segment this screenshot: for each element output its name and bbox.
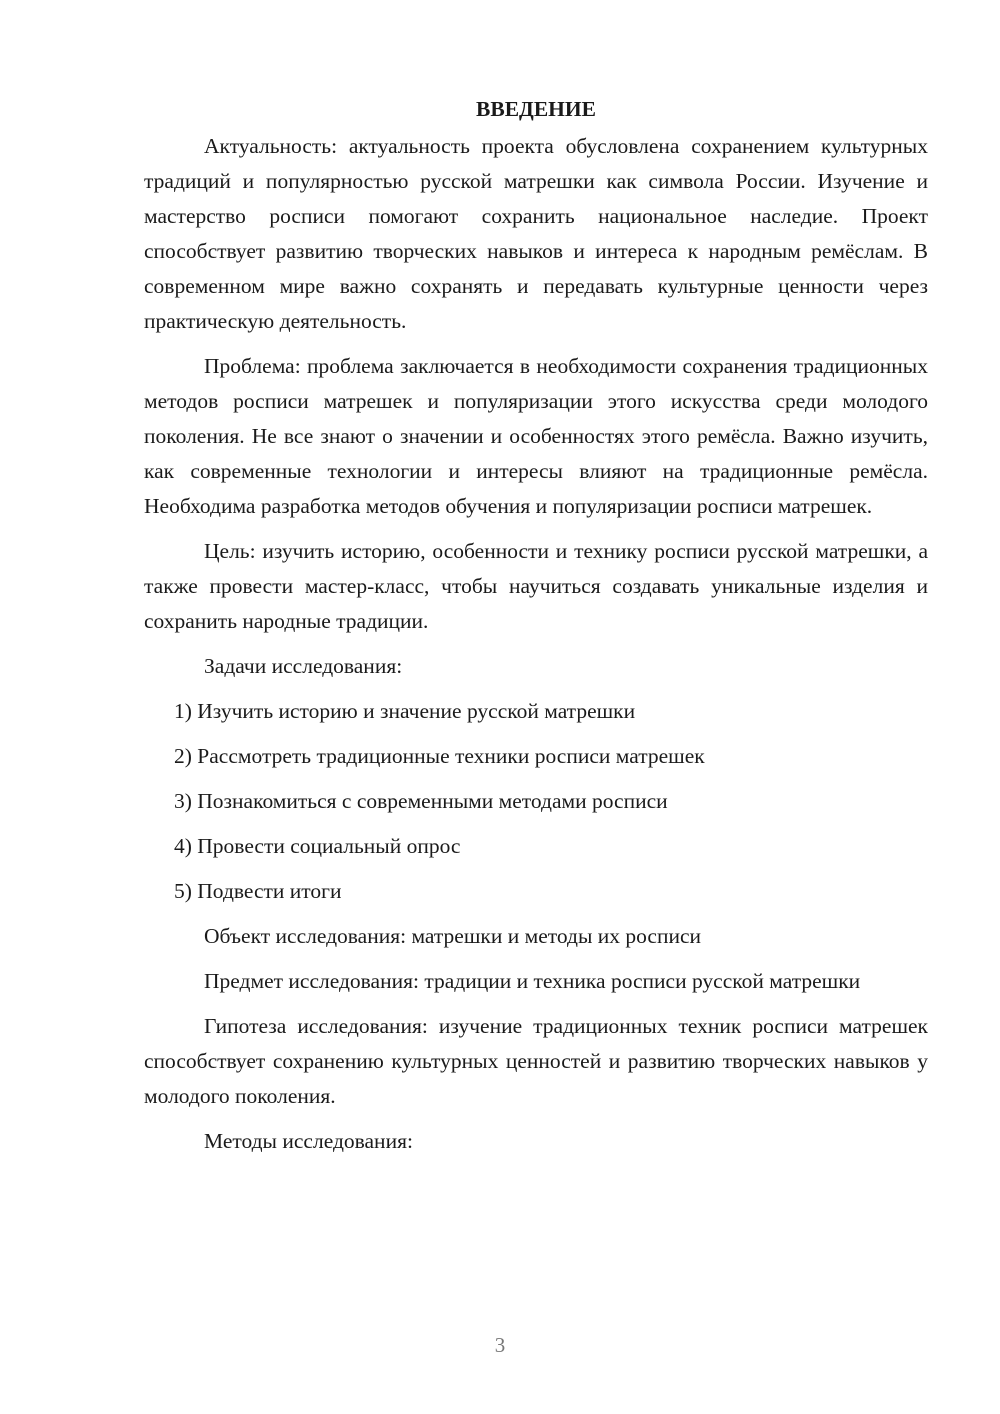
document-page [144, 92, 928, 1169]
methods-heading: Методы исследования: [204, 1129, 413, 1153]
list-item: 3) Познакомиться с современными методами росписи [174, 789, 668, 813]
paragraph-goal: Цель: изучить историю, особенности и технику росписи русской матрешки, а также провести мастер-класс, чтобы научиться создавать уникальные изделия и сохранить народные традиции. [144, 539, 928, 633]
tasks-list [144, 694, 928, 909]
page-number: 3 [494, 1333, 506, 1357]
list-item: 1) Изучить историю и значение русской матрешки [174, 699, 636, 723]
paragraph-actuality: Актуальность: актуальность проекта обусловлена сохранением культурных традиций и популярностью русской матрешки как символа России. Изучение и мастерство росписи помогают сохранить национальное наследие. Проект способствует развитию творческих навыков и интереса к народным ремёслам. В современном мире важно сохранять и передавать культурные ценности через практическую деятельность. [144, 134, 928, 333]
section-title: ВВЕДЕНИЕ [476, 97, 596, 121]
paragraph-subject: Предмет исследования: традиции и техника росписи русской матрешки [204, 969, 861, 993]
paragraph-problem: Проблема: проблема заключается в необходимости сохранения традиционных методов росписи матрешек и популяризации этого искусства среди молодого поколения. Не все знают о значении и особенностях этого ремёсла. Важно изучить, как современные технологии и интересы влияют на традиционные ремёсла. Необходима разработка методов обучения и популяризации росписи матрешек. [144, 354, 928, 518]
list-item: 5) Подвести итоги [174, 879, 342, 903]
tasks-heading: Задачи исследования: [204, 654, 403, 678]
list-item: 2) Рассмотреть традиционные техники росписи матрешек [174, 744, 705, 768]
paragraph-object: Объект исследования: матрешки и методы их росписи [204, 924, 702, 948]
list-item: 4) Провести социальный опрос [174, 834, 461, 858]
paragraph-hypothesis: Гипотеза исследования: изучение традиционных техник росписи матрешек способствует сохранению культурных ценностей и развитию творческих навыков у молодого поколения. [144, 1014, 928, 1108]
